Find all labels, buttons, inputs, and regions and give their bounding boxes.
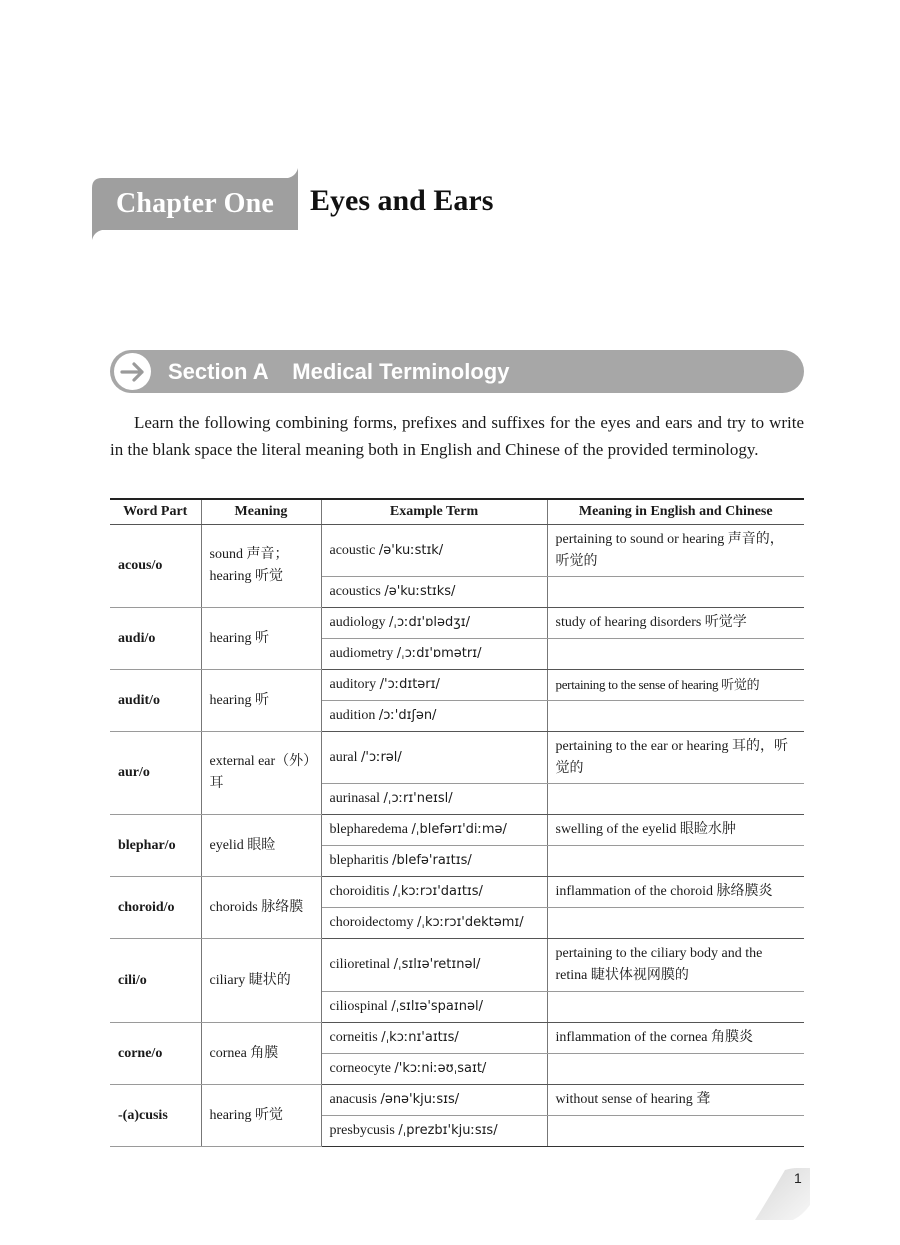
term-definition-cell: pertaining to the ear or hearing 耳的，听觉的 [547, 732, 804, 784]
chapter-tab [92, 168, 298, 240]
term-word: audition [329, 708, 376, 723]
word-part-cell: corne/o [110, 1023, 201, 1085]
term-word: auditory [329, 677, 377, 692]
word-part-meaning-cell: hearing 听觉 [201, 1085, 321, 1147]
table-row [110, 732, 804, 784]
table-row [110, 815, 804, 846]
word-part-cell: blephar/o [110, 815, 201, 877]
term-phonetic: /ə'kuːstɪk/ [378, 542, 444, 558]
term-phonetic: /ˌɔːdɪ'ɒmətrɪ/ [396, 646, 482, 661]
term-word: choroidectomy [329, 915, 414, 930]
term-word: corneitis [329, 1030, 378, 1045]
term-definition-cell: pertaining to the sense of hearing 听觉的 [547, 670, 804, 701]
term-definition-cell [547, 908, 804, 939]
term-word: anacusis [329, 1092, 377, 1107]
example-term-cell [321, 1116, 547, 1147]
term-phonetic: /ˌsɪlɪə'spaɪnəl/ [391, 999, 483, 1014]
term-definition-cell: inflammation of the cornea 角膜炎 [547, 1023, 804, 1054]
chapter-title: Eyes and Ears [310, 184, 494, 217]
arrow-right-icon [114, 353, 151, 390]
term-definition-cell [547, 992, 804, 1023]
term-word: ciliospinal [329, 999, 388, 1014]
word-part-meaning-cell: hearing 听 [201, 608, 321, 670]
word-part-meaning-cell: cornea 角膜 [201, 1023, 321, 1085]
term-phonetic: /ˌkɔːrɔɪ'dektəmɪ/ [416, 915, 524, 930]
section-header-bar [110, 350, 804, 393]
term-word: aurinasal [329, 791, 381, 806]
word-part-cell: audi/o [110, 608, 201, 670]
term-phonetic: /ənə'kjuːsɪs/ [380, 1092, 460, 1107]
term-definition-cell [547, 784, 804, 815]
column-header-meaning: Meaning [201, 499, 321, 525]
chapter-number-label: Chapter One [115, 188, 275, 219]
term-word: acoustics [329, 584, 381, 599]
table-header-row [110, 499, 804, 525]
term-phonetic: /ˌɔːdɪ'ɒlədʒɪ/ [389, 615, 470, 630]
term-definition-cell [547, 639, 804, 670]
table-row [110, 1085, 804, 1116]
term-word: audiometry [329, 646, 394, 661]
word-part-cell: choroid/o [110, 877, 201, 939]
table-row [110, 939, 804, 992]
word-part-cell: audit/o [110, 670, 201, 732]
word-part-meaning-cell: sound 声音；hearing 听觉 [201, 525, 321, 608]
term-definition-cell: without sense of hearing 聋 [547, 1085, 804, 1116]
term-word: corneocyte [329, 1061, 391, 1076]
term-word: choroiditis [329, 884, 390, 899]
example-term-cell [321, 992, 547, 1023]
table-row [110, 1023, 804, 1054]
example-term-cell [321, 1054, 547, 1085]
term-word: cilioretinal [329, 957, 391, 972]
word-part-meaning-cell: hearing 听 [201, 670, 321, 732]
term-phonetic: /ɔː'dɪʃən/ [378, 708, 437, 723]
term-word: presbycusis [329, 1123, 395, 1138]
term-phonetic: /'ɔːdɪtərɪ/ [379, 677, 440, 692]
example-term-cell [321, 815, 547, 846]
term-phonetic: /ə'kuːstɪks/ [384, 584, 456, 599]
term-definition-cell [547, 577, 804, 608]
column-header-example-term: Example Term [321, 499, 547, 525]
example-term-cell [321, 639, 547, 670]
column-header-word-part: Word Part [110, 499, 201, 525]
term-definition-cell [547, 1054, 804, 1085]
section-title: Section A Medical Terminology [168, 359, 510, 384]
term-definition-cell [547, 701, 804, 732]
term-word: blepharedema [329, 822, 409, 837]
terminology-table [110, 498, 804, 1147]
example-term-cell [321, 1023, 547, 1054]
table-row [110, 608, 804, 639]
term-phonetic: /ˌkɔːnɪ'aɪtɪs/ [381, 1030, 459, 1045]
term-word: aural [329, 749, 358, 765]
table-row [110, 877, 804, 908]
term-definition-cell: swelling of the eyelid 眼睑水肿 [547, 815, 804, 846]
term-word: acoustic [329, 542, 376, 558]
word-part-cell: acous/o [110, 525, 201, 608]
term-phonetic: /ˌprezbɪ'kjuːsɪs/ [398, 1123, 498, 1138]
intro-paragraph: Learn the following combining forms, prefixes and suffixes for the eyes and ears and try to write in the blank space the literal meaning both in English and Chinese of the provided terminology. [110, 413, 804, 459]
term-phonetic: /ˌɔːrɪ'neɪsl/ [383, 791, 453, 806]
example-term-cell [321, 939, 547, 992]
example-term-cell [321, 670, 547, 701]
term-phonetic: /blefə'raɪtɪs/ [392, 853, 472, 868]
term-phonetic: /ˌblefərɪ'diːmə/ [411, 822, 507, 837]
example-term-cell [321, 701, 547, 732]
example-term-cell [321, 608, 547, 639]
term-definition-cell [547, 1116, 804, 1147]
term-definition-cell: inflammation of the choroid 脉络膜炎 [547, 877, 804, 908]
word-part-cell: -(a)cusis [110, 1085, 201, 1147]
page-number: 1 [794, 1170, 802, 1186]
example-term-cell [321, 732, 547, 784]
term-definition-cell [547, 846, 804, 877]
example-term-cell [321, 525, 547, 577]
term-word: audiology [329, 615, 386, 630]
word-part-cell: aur/o [110, 732, 201, 815]
example-term-cell [321, 784, 547, 815]
term-definition-cell: pertaining to sound or hearing 声音的，听觉的 [547, 525, 804, 577]
word-part-meaning-cell: choroids 脉络膜 [201, 877, 321, 939]
term-phonetic: /ˌkɔːrɔɪ'daɪtɪs/ [392, 884, 483, 899]
example-term-cell [321, 908, 547, 939]
term-definition-cell: study of hearing disorders 听觉学 [547, 608, 804, 639]
word-part-meaning-cell: eyelid 眼睑 [201, 815, 321, 877]
term-phonetic: /'kɔːniːəʊˌsaɪt/ [394, 1061, 487, 1076]
example-term-cell [321, 846, 547, 877]
column-header-meaning-en-zh: Meaning in English and Chinese [547, 499, 804, 525]
term-phonetic: /ˌsɪlɪə'retɪnəl/ [393, 957, 481, 972]
example-term-cell [321, 1085, 547, 1116]
table-row [110, 525, 804, 577]
term-word: blepharitis [329, 853, 389, 868]
word-part-meaning-cell: external ear（外）耳 [201, 732, 321, 815]
term-phonetic: /'ɔːrəl/ [360, 749, 402, 765]
word-part-meaning-cell: ciliary 睫状的 [201, 939, 321, 1023]
example-term-cell [321, 877, 547, 908]
example-term-cell [321, 577, 547, 608]
term-definition-cell: pertaining to the ciliary body and the retina 睫状体视网膜的 [547, 939, 804, 992]
word-part-cell: cili/o [110, 939, 201, 1023]
table-row [110, 670, 804, 701]
